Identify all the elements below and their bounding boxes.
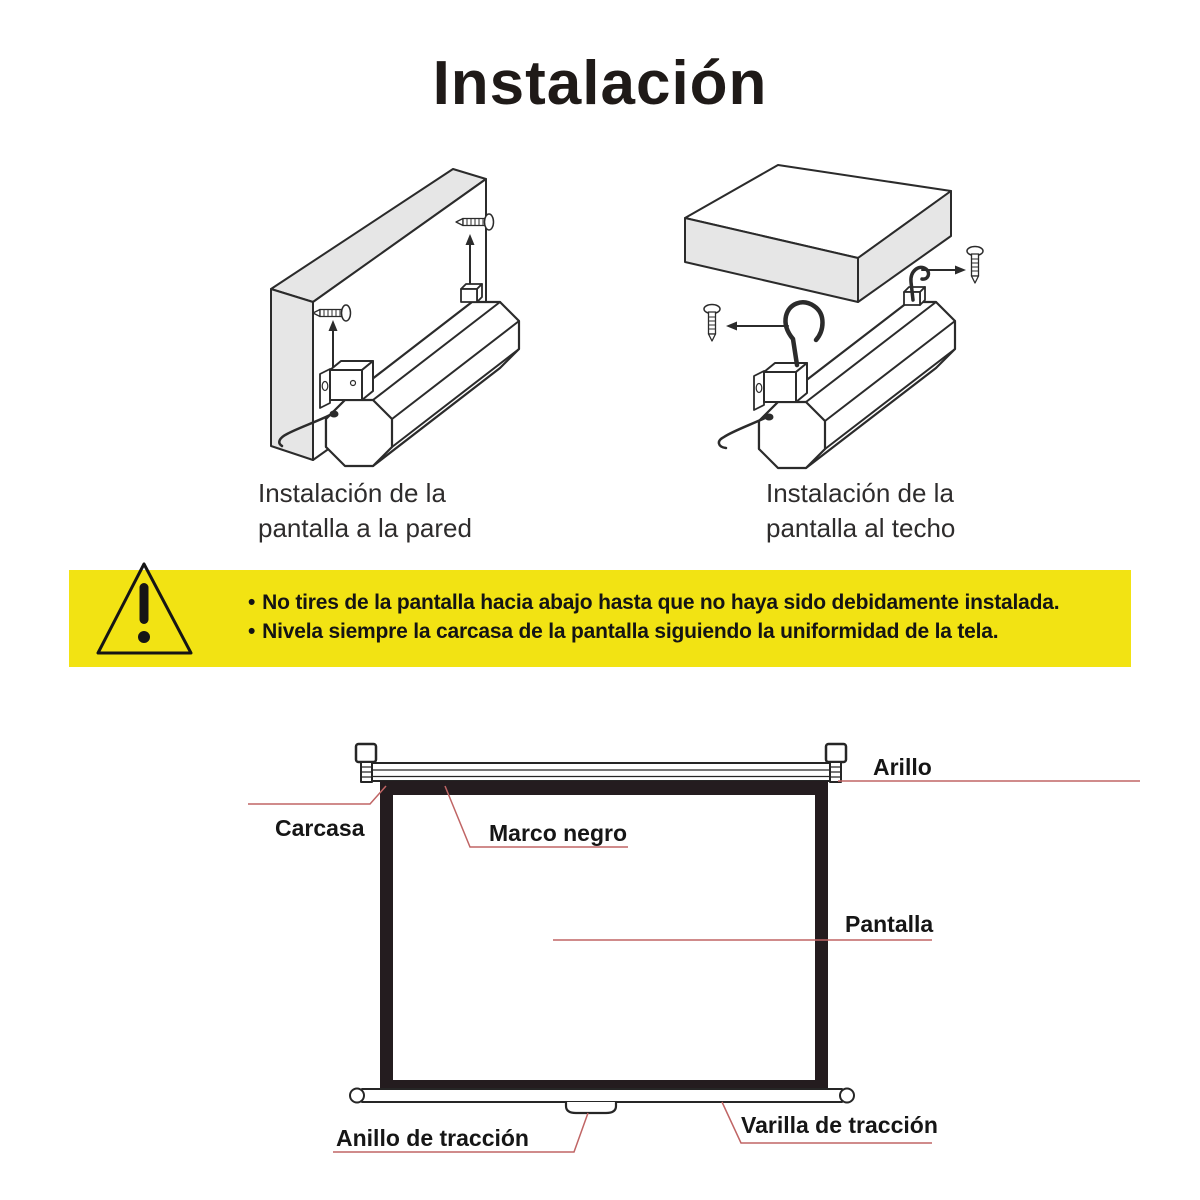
mounting-bracket — [461, 284, 482, 302]
screw-icon — [967, 247, 983, 284]
page-title: Instalación — [432, 49, 768, 118]
wall-installation-figure — [240, 150, 570, 480]
warning-item-text: No tires de la pantalla hacia abajo hasta que no haya sido debidamente instalada. — [262, 591, 1060, 614]
screw-icon — [704, 305, 720, 342]
ceiling-installation-figure — [670, 150, 1010, 480]
end-ring-left — [356, 744, 376, 782]
warning-item-text: Nivela siempre la carcasa de la pantalla siguiendo la uniformidad de la tela. — [262, 620, 999, 643]
warning-item — [248, 588, 1059, 617]
warning-text — [248, 588, 1059, 646]
label-carcasa: Carcasa — [275, 815, 365, 841]
caption-line: pantalla al techo — [766, 513, 956, 543]
hanging-hook-icon — [785, 302, 822, 365]
label-varilla-de-traccion: Varilla de tracción — [741, 1112, 938, 1138]
pull-rod — [350, 1089, 854, 1103]
screen-parts-diagram — [0, 720, 1200, 1190]
ceiling-figure-caption — [766, 476, 955, 546]
caption-line: Instalación de la — [766, 478, 954, 508]
caption-line: Instalación de la — [258, 478, 446, 508]
label-arillo: Arillo — [873, 754, 932, 780]
pull-ring — [566, 1102, 616, 1113]
mounting-bracket — [904, 287, 925, 305]
label-marco-negro: Marco negro — [489, 820, 628, 846]
warning-triangle-icon — [85, 556, 205, 661]
wall-figure-caption — [258, 476, 472, 546]
end-ring-right — [826, 744, 846, 782]
bullet: • — [248, 620, 256, 643]
label-anillo-de-traccion: Anillo de tracción — [336, 1125, 529, 1151]
caption-line: pantalla a la pared — [258, 513, 472, 543]
casing-bar — [363, 763, 840, 781]
bullet: • — [248, 591, 256, 614]
warning-item — [248, 617, 1059, 646]
label-pantalla: Pantalla — [845, 911, 934, 937]
arrow-left-icon — [726, 322, 788, 331]
leader-carcasa — [248, 786, 386, 804]
